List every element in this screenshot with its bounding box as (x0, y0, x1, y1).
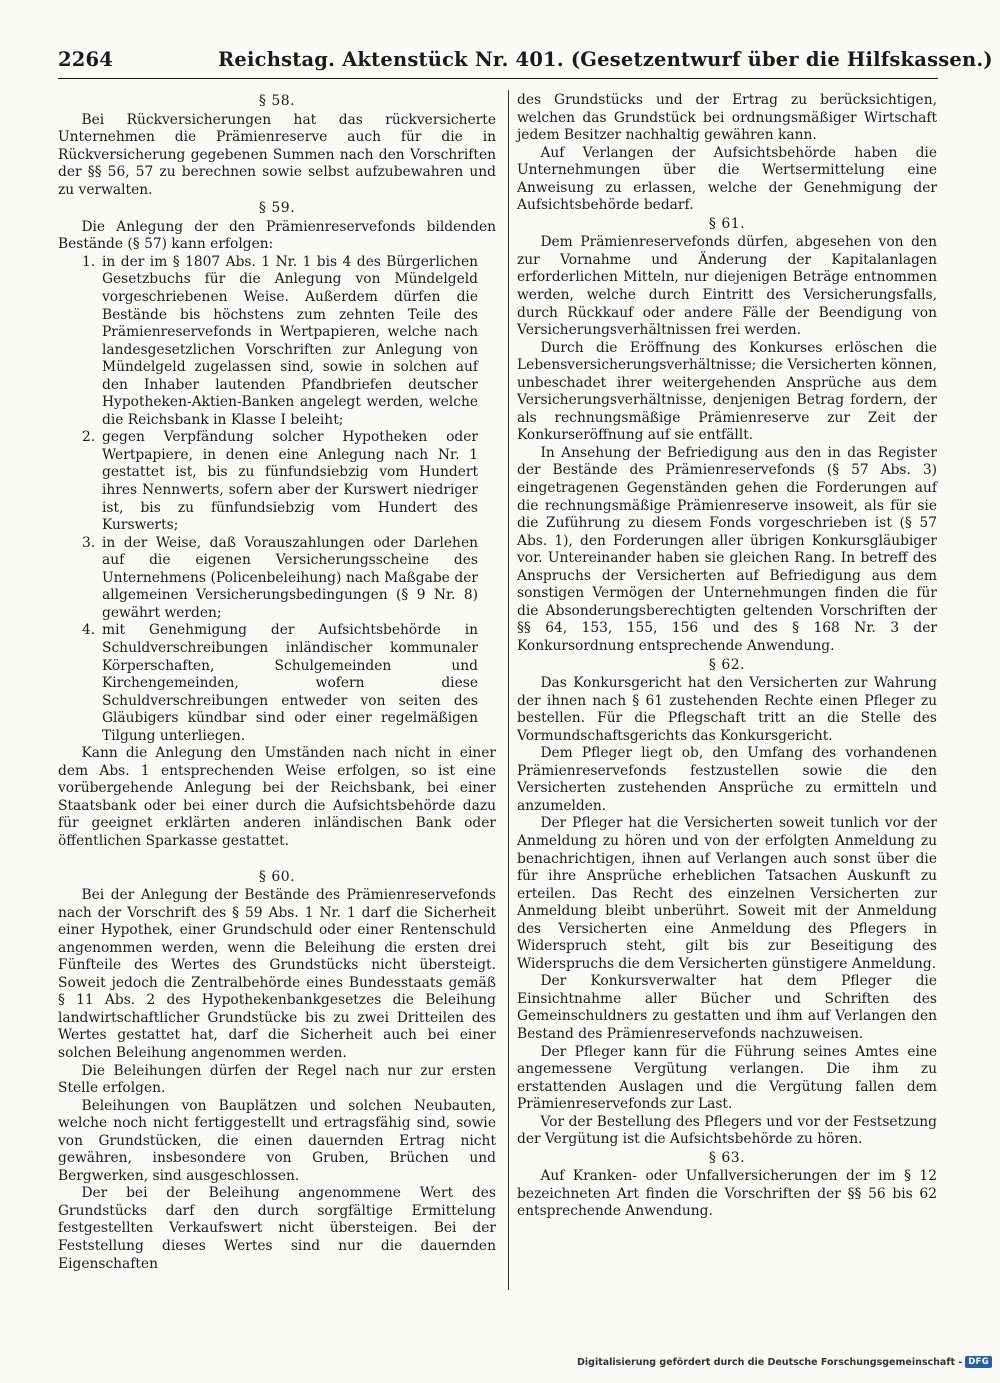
right-column (517, 92, 937, 1221)
paragraph: Der Pfleger kann für die Führung seines Amtes eine angemessene Vergütung verlangen. Die ihm zu erstattenden Auslagen und die Vergütung fallen dem Prämienreservefonds zur Last. (517, 1043, 937, 1113)
section-heading-60: § 60. (258, 868, 296, 885)
paragraph: Dem Pfleger liegt ob, den Umfang des vorhandenen Prämienreservefonds festzustellen sowie die den Versicherten zustehenden Ansprüche zu ermitteln und anzumelden. (517, 745, 937, 814)
paragraph: Kann die Anlegung den Umständen nach nicht in einer dem Abs. 1 entsprechenden Weise erfolgen, so ist eine vorübergehende Anlegung bei der Reichsbank, bei einer Staatsbank oder bei einer durch die Aufsichtsbehörde dazu für geeignet erklärten anderen inländischen Bank oder öffentlichen Sparkasse gestattet. (58, 745, 496, 849)
list-number: 1. (82, 253, 96, 270)
digitization-footer (577, 1356, 992, 1368)
paragraph: Die Beleihungen dürfen der Regel nach nur zur ersten Stelle erfolgen. (58, 1062, 496, 1097)
list-item (58, 254, 496, 429)
paragraph: Der Konkursverwalter hat dem Pfleger die Einsichtnahme aller Bücher und Schriften des Gemeinschuldners zu gestatten und ihm auf Verlangen den Bestand des Prämienreservefonds nachzuweisen. (517, 973, 937, 1042)
footer-text: Digitalisierung gefördert durch die Deutsche Forschungsgemeinschaft - (577, 1356, 963, 1368)
list-text: gegen Verpfändung solcher Hypotheken oder Wertpapiere, in denen eine Anlegung nach Nr. 1 gestattet ist, bis zu fünfundsiebzig vom Hundert ihres Nennwerts, sofern aber der Kurswert niedriger ist, bis zu fünfundsiebzig vom Hundert des Kurswerts; (102, 429, 478, 534)
list-number: 3. (82, 534, 96, 551)
list-item (58, 622, 496, 745)
paragraph: Auf Verlangen der Aufsichtsbehörde haben die Unternehmungen über die Wertsermittelung eine Anweisung zu erlassen, welche der Genehmigung der Aufsichtsbehörde bedarf. (517, 144, 937, 214)
section-heading-58: § 58. (258, 93, 296, 109)
paragraph: Durch die Eröffnung des Konkurses erlöschen die Lebensversicherungsverhältnisse; die Versicherten können, unbeschadet ihrer weitergehenden Ansprüche aus dem Versicherungsverhältnisse, denjenigen Betrag fordern, der als rechnungsmäßige Prämienreserve zur Zeit der Konkurseröffnung auf sie entfällt. (517, 339, 937, 444)
page-number: 2264 (58, 48, 114, 71)
paragraph: Bei Rückversicherungen hat das rückversicherte Unternehmen die Prämienreserve auch für die in Rückversicherung gegebenen Summen nach den Vorschriften der §§ 56, 57 zu berechnen sowie selbst aufzubewahren und zu verwalten. (58, 111, 496, 198)
paragraph: Auf Kranken- oder Unfallversicherungen der im § 12 bezeichneten Art finden die Vorschriften der §§ 56 bis 62 entsprechende Anwendung. (517, 1168, 937, 1220)
page-header (58, 44, 993, 74)
enumerated-list (58, 254, 496, 745)
section-heading-63: § 63. (708, 1149, 746, 1166)
column-divider (508, 90, 509, 1290)
paragraph: des Grundstücks und der Ertrag zu berücksichtigen, welchen das Grundstück bei ordnungsmäßiger Wirtschaft jedem Besitzer nachhaltig gewähren kann. (517, 92, 937, 144)
section-heading-61: § 61. (708, 215, 746, 232)
dfg-logo: DFG (965, 1356, 992, 1368)
paragraph: Die Anlegung der den Prämienreservefonds bildenden Bestände (§ 57) kann erfolgen: (58, 218, 496, 253)
paragraph: Das Konkursgericht hat den Versicherten zur Wahrung der ihnen nach § 61 zustehenden Rechte einen Pfleger zu bestellen. Für die Pflegschaft tritt an die Stelle des Vormundschaftsgerichts das Konkursgericht. (517, 675, 937, 744)
section-heading-59: § 59. (258, 200, 296, 217)
list-text: mit Genehmigung der Aufsichtsbehörde in Schuldverschreibungen inländischer kommunaler Körperschaften, Schulgemeinden und Kirchengemeinden, wofern diese Schuldverschreibungen entweder von seiten des Gläubigers kündbar sind oder einer regelmäßigen Tilgung unterliegen. (102, 622, 478, 744)
paragraph: Der Pfleger hat die Versicherten soweit tunlich vor der Anmeldung zu hören und von der erfolgten Anmeldung zu benachrichtigen, ihnen auf Verlangen auch sonst über die für ihre Ansprüche erheblichen Tatsachen Auskunft zu erteilen. Das Recht des einzelnen Versicherten zur Anmeldung bleibt unberührt. Soweit mit der Anmeldung des Versicherten eine Anmeldung des Pflegers in Widerspruch steht, gilt bis zur Beseitigung des Widerspruchs die dem Versicherten günstigere Anmeldung. (517, 815, 937, 972)
running-title: Reichstag. Aktenstück Nr. 401. (Gesetzentwurf über die Hilfskassen.) (218, 48, 993, 71)
list-item (58, 535, 496, 623)
left-column (58, 92, 496, 1273)
paragraph: Der bei der Beleihung angenommene Wert des Grundstücks darf den durch sorgfältige Ermittelung festgestellten Verkaufswert nicht übersteigen. Bei der Feststellung dieses Wertes sind nur die dauernden Eigenschaften (58, 1185, 496, 1272)
list-text: in der im § 1807 Abs. 1 Nr. 1 bis 4 des Bürgerlichen Gesetzbuchs für die Anlegung von Mündelgeld vorgeschriebenen Weise. Außerdem dürfen die Bestände bis höchstens zum zehnten Teile des Prämienreservefonds in Wertpapieren, welche nach landesgesetzlichen Vorschriften zur Anlegung von Mündelgeld zugelassen sind, sowie in solchen auf den Inhaber lautenden Pfandbriefen deutscher Hypotheken-Aktien-Banken angelegt werden, welche die Reichsbank in Klasse I beleiht; (102, 253, 478, 428)
paragraph: Beleihungen von Bauplätzen und solchen Neubauten, welche noch nicht fertiggestellt und ertragsfähig sind, sowie von Grundstücken, die einen dauernden Ertrag nicht gewähren, insbesondere von Gruben, Brüchen und Bergwerken, sind ausgeschlossen. (58, 1097, 496, 1184)
section-heading-62: § 62. (708, 656, 746, 673)
list-text: in der Weise, daß Vorauszahlungen oder Darlehen auf die eigenen Versicherungsscheine des Unternehmens (Policenbeleihung) nach Maßgabe der allgemeinen Versicherungsbedingungen (§ 9 Nr. 8) gewährt werden; (102, 534, 478, 621)
list-item (58, 429, 496, 534)
paragraph: Vor der Bestellung des Pflegers und vor der Festsetzung der Vergütung ist die Aufsichtsbehörde zu hören. (517, 1113, 937, 1148)
header-rule (58, 78, 938, 79)
list-number: 2. (82, 429, 96, 446)
paragraph: Dem Prämienreservefonds dürfen, abgesehen von den zur Vornahme und Änderung der Kapitalanlagen erforderlichen Mitteln, nur diejenigen Beträge entnommen werden, welche durch Eintritt des Versicherungsfalls, durch Rückkauf oder andere Fälle der Beendigung von Versicherungsverhältnissen frei werden. (517, 234, 937, 339)
paragraph: Bei der Anlegung der Bestände des Prämienreservefonds nach der Vorschrift des § 59 Abs. 1 Nr. 1 darf die Sicherheit einer Hypothek, einer Grundschuld oder einer Rentenschuld angenommen werden, wenn die Beleihung die ersten drei Fünfteile des Wertes des Grundstücks nicht übersteigt. Soweit jedoch die Zentralbehörde eines Bundesstaats gemäß § 11 Abs. 2 des Hypothekenbankgesetzes die Beleihung landwirtschaftlicher Grundstücke bis zu zwei Dritteilen des Wertes gestattet hat, darf die Sicherheit auch bei einer solchen Beleihung angenommen werden. (58, 887, 496, 1061)
paragraph: In Ansehung der Befriedigung aus den in das Register der Bestände des Prämienreservefonds (§ 57 Abs. 3) eingetragenen Gegenständen gehen die Forderungen auf die rechnungsmäßige Prämienreserve insoweit, als für sie die Zuführung zu diesem Fonds vorgeschrieben ist (§ 57 Abs. 1), den Forderungen aller übrigen Konkursgläubiger vor. Untereinander haben sie gleichen Rang. In betreff des Anspruchs der Versicherten auf Befriedigung aus dem sonstigen Vermögen der Unternehmungen finden die für die Absonderungsberechtigten geltenden Vorschriften der §§ 64, 153, 155, 156 und des § 168 Nr. 3 der Konkursordnung entsprechende Anwendung. (517, 444, 937, 654)
list-number: 4. (82, 622, 96, 639)
